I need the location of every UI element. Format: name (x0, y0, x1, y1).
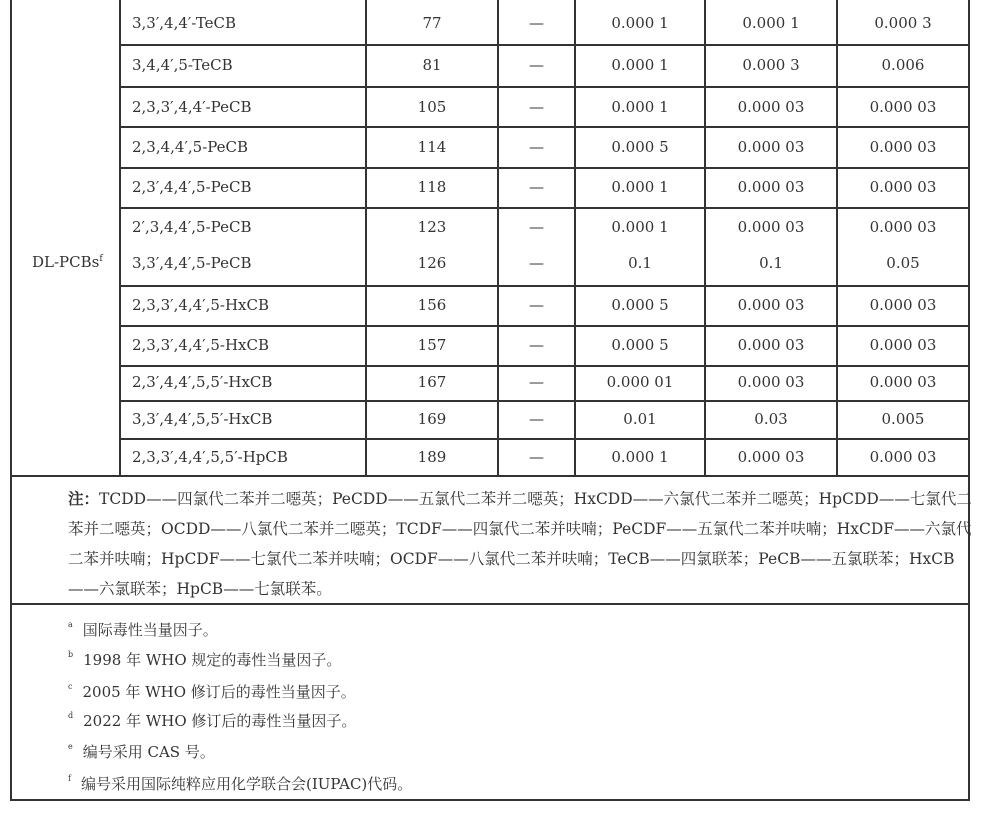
footnote-item (68, 616, 218, 639)
tef-a-cell: — (529, 178, 544, 196)
row-divider (119, 285, 970, 287)
tef-c-cell: 0.1 (759, 254, 783, 272)
footnote-text: 1998 年 WHO 规定的毒性当量因子。 (83, 651, 342, 669)
footnote-item (68, 646, 341, 669)
tef-b-cell: 0.000 1 (611, 178, 669, 196)
row-divider (119, 207, 970, 209)
tef-c-cell: 0.000 03 (737, 336, 805, 354)
tef-b-cell: 0.000 1 (611, 14, 669, 32)
tef-d-cell: 0.000 03 (869, 296, 937, 314)
congener-name-cell: 3,4,4′,5-TeCB (132, 56, 233, 74)
tef-a-cell: — (529, 448, 544, 466)
congener-number-cell: 156 (417, 296, 447, 314)
column-divider (119, 0, 121, 477)
tef-b-cell: 0.000 1 (611, 56, 669, 74)
tef-b-cell: 0.000 1 (611, 448, 669, 466)
row-divider (119, 44, 970, 46)
row-divider (119, 86, 970, 88)
tef-b-cell: 0.000 5 (611, 138, 669, 156)
congener-name-cell: 2,3,3′,4,4′,5,5′-HpCB (132, 448, 288, 466)
congener-name-cell: 2,3′,4,4′,5,5′-HxCB (132, 373, 273, 391)
congener-number-cell: 169 (417, 410, 447, 428)
tef-a-cell: — (529, 138, 544, 156)
footnote-text: 编号采用 CAS 号。 (82, 743, 215, 761)
tef-b-cell: 0.000 1 (611, 218, 669, 236)
tef-b-cell: 0.000 5 (611, 296, 669, 314)
tef-a-cell: — (529, 14, 544, 32)
congener-name-cell: 2,3,3′,4,4′,5-HxCB (132, 296, 270, 314)
tef-a-cell: — (529, 296, 544, 314)
congener-number-cell: 114 (417, 138, 447, 156)
footnote-marker: f (68, 774, 71, 783)
row-divider (119, 438, 970, 440)
tef-c-cell: 0.03 (754, 410, 788, 428)
tef-a-cell: — (529, 336, 544, 354)
tef-c-cell: 0.000 3 (742, 56, 800, 74)
note-title: 注： (68, 489, 100, 508)
tef-c-cell: 0.000 03 (737, 98, 805, 116)
footnote-item (68, 738, 215, 761)
tef-c-cell: 0.000 03 (737, 178, 805, 196)
footnote-marker: b (68, 650, 74, 659)
row-divider (119, 325, 970, 327)
footnote-item (68, 707, 356, 730)
tef-c-cell: 0.000 03 (737, 373, 805, 391)
congener-number-cell: 167 (417, 373, 447, 391)
tef-b-cell: 0.01 (623, 410, 657, 428)
note-top-border (10, 475, 970, 477)
row-divider (119, 365, 970, 367)
tef-a-cell: — (529, 218, 544, 236)
footnote-item (68, 678, 356, 701)
tef-c-cell: 0.000 03 (737, 448, 805, 466)
congener-name-cell: 2,3,4,4′,5-PeCB (132, 138, 249, 156)
footnote-marker: a (68, 620, 73, 629)
footnote-text: 2005 年 WHO 修订后的毒性当量因子。 (82, 683, 356, 701)
congener-number-cell: 118 (417, 178, 447, 196)
tef-d-cell: 0.000 03 (869, 138, 937, 156)
group-label-dl-pcbs (32, 253, 103, 271)
table-bottom-border (10, 799, 970, 801)
group-label-text: DL-PCBs (32, 253, 100, 271)
tef-b-cell: 0.1 (628, 254, 652, 272)
footnote-marker: e (68, 742, 73, 751)
tef-a-cell: — (529, 254, 544, 272)
group-label-marker: f (99, 254, 103, 264)
congener-name-cell: 3,3′,4,4′-TeCB (132, 14, 237, 32)
tef-c-cell: 0.000 03 (737, 218, 805, 236)
tef-a-cell: — (529, 410, 544, 428)
congener-name-cell: 3,3′,4,4′,5-PeCB (132, 254, 252, 272)
tef-d-cell: 0.000 03 (869, 373, 937, 391)
tef-a-cell: — (529, 98, 544, 116)
tef-a-cell: — (529, 56, 544, 74)
footnote-text: 编号采用国际纯粹应用化学联合会(IUPAC)代码。 (80, 775, 413, 793)
row-divider (119, 400, 970, 402)
congener-number-cell: 126 (417, 254, 447, 272)
tef-d-cell: 0.000 3 (874, 14, 932, 32)
tef-c-cell: 0.000 03 (737, 296, 805, 314)
tef-d-cell: 0.000 03 (869, 448, 937, 466)
congener-number-cell: 81 (422, 56, 442, 74)
tef-a-cell: — (529, 373, 544, 391)
footnote-marker: c (68, 682, 73, 691)
tef-d-cell: 0.000 03 (869, 178, 937, 196)
congener-number-cell: 189 (417, 448, 447, 466)
footnote-text: 2022 年 WHO 修订后的毒性当量因子。 (83, 712, 357, 730)
tef-d-cell: 0.05 (886, 254, 920, 272)
row-divider (119, 167, 970, 169)
congener-name-cell: 3,3′,4,4′,5,5′-HxCB (132, 410, 273, 428)
congener-name-cell: 2′,3,4,4′,5-PeCB (132, 218, 252, 236)
congener-number-cell: 157 (417, 336, 447, 354)
tef-b-cell: 0.000 1 (611, 98, 669, 116)
footnote-text: 国际毒性当量因子。 (82, 621, 218, 639)
congener-number-cell: 123 (417, 218, 447, 236)
congener-name-cell: 2,3,3′,4,4′-PeCB (132, 98, 252, 116)
tef-b-cell: 0.000 5 (611, 336, 669, 354)
tef-d-cell: 0.000 03 (869, 336, 937, 354)
footnote-item (68, 770, 412, 793)
congener-name-cell: 2,3′,4,4′,5-PeCB (132, 178, 252, 196)
table-left-border (10, 0, 12, 801)
row-divider (119, 126, 970, 128)
tef-b-cell: 0.000 01 (606, 373, 674, 391)
note-body: TCDD——四氯代二苯并二噁英；PeCDD——五氯代二苯并二噁英；HxCDD——六氯代二苯并二噁英；HpCDD——七氯代二苯并二噁英；OCDD——八氯代二苯并二噁英；TCDF——四氯代二苯并呋喃；PeCDF——五氯代二苯并呋喃；HxCDF——六氯代二苯并呋喃；HpCDF——七氯代二苯并呋喃；OCDF——八氯代二苯并呋喃；TeCB——四氯联苯；PeCB——五氯联苯；HxCB——六氯联苯；HpCB——七氯联苯。 (68, 490, 972, 598)
footnote-marker: d (68, 711, 74, 720)
tef-d-cell: 0.000 03 (869, 218, 937, 236)
tef-d-cell: 0.005 (881, 410, 925, 428)
tef-c-cell: 0.000 1 (742, 14, 800, 32)
congener-number-cell: 77 (422, 14, 442, 32)
tef-c-cell: 0.000 03 (737, 138, 805, 156)
document-table (10, 0, 970, 801)
congener-name-cell: 2,3,3′,4,4′,5-HxCB (132, 336, 270, 354)
congener-number-cell: 105 (417, 98, 447, 116)
tef-d-cell: 0.006 (881, 56, 925, 74)
note-block (68, 484, 973, 604)
tef-d-cell: 0.000 03 (869, 98, 937, 116)
